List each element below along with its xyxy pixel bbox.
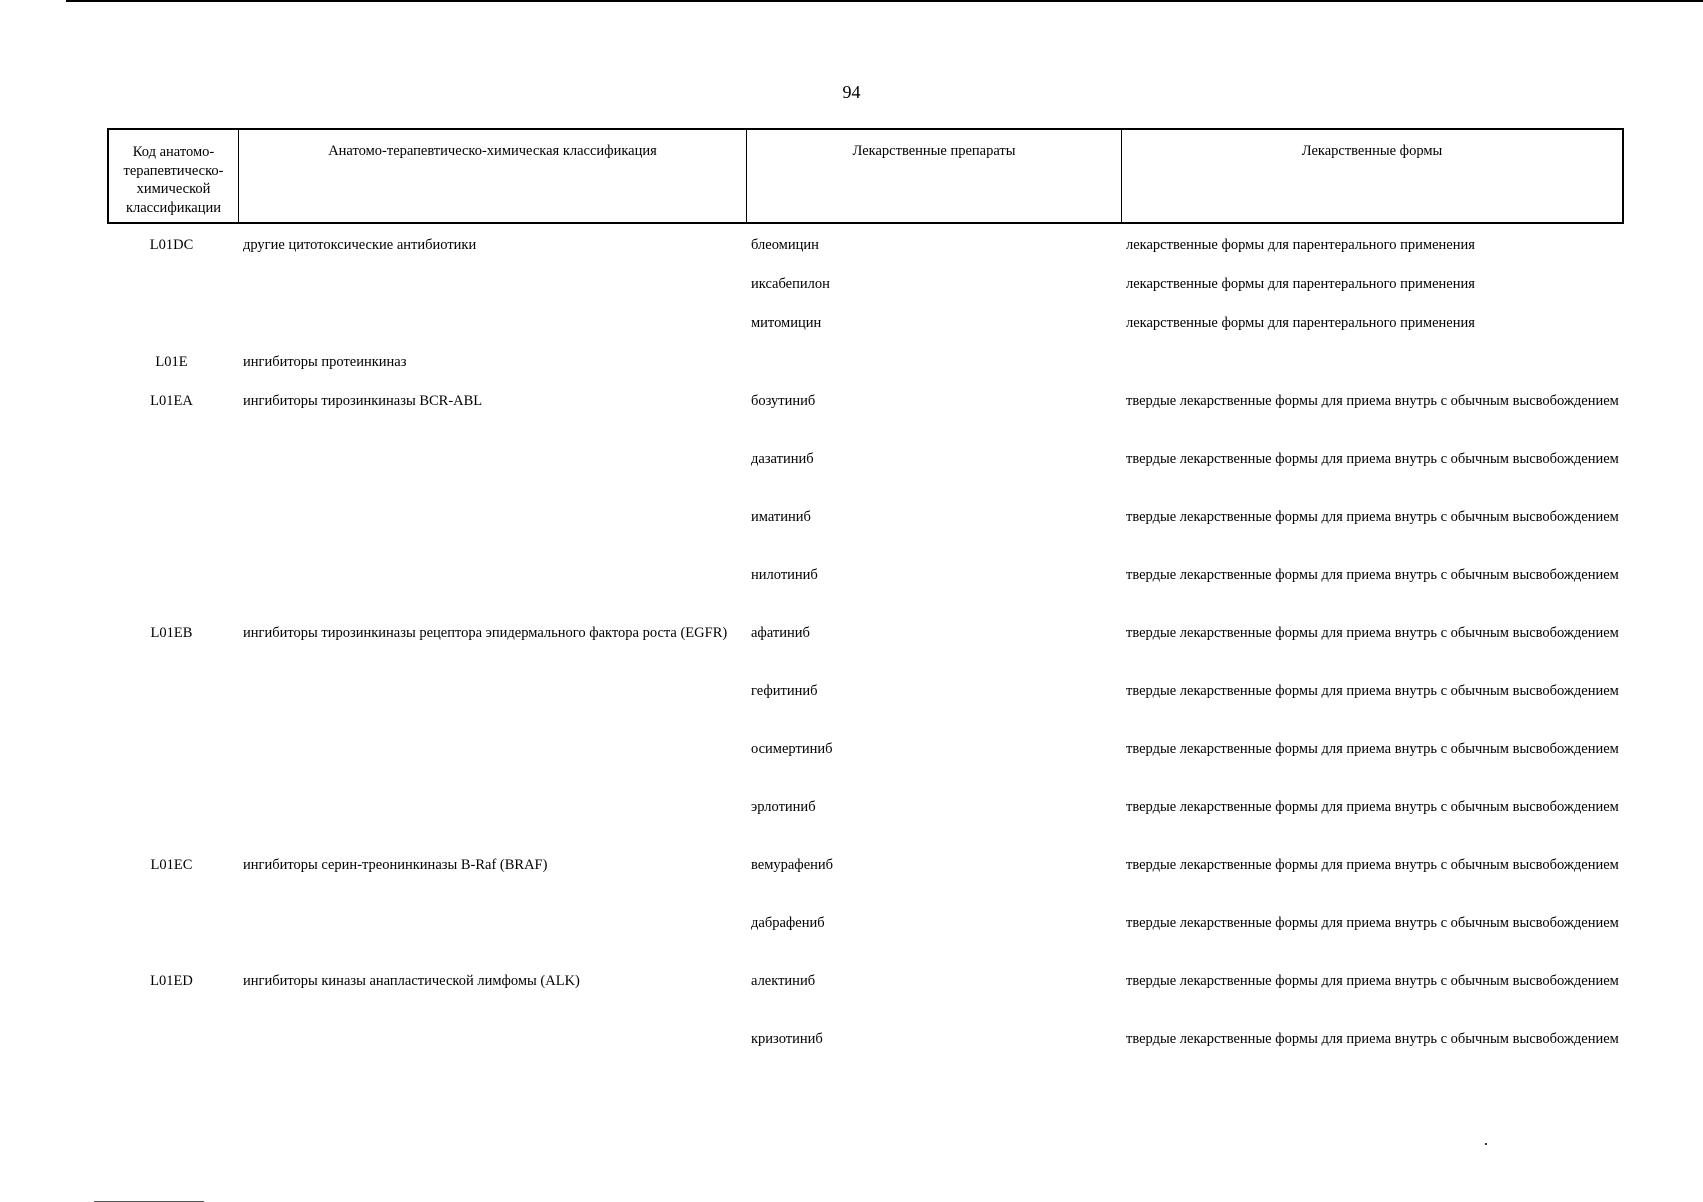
atc-code: L01E bbox=[155, 354, 188, 370]
atc-classification bbox=[236, 798, 744, 856]
drug-name: иксабепилон bbox=[751, 276, 830, 292]
table-row bbox=[107, 682, 1624, 740]
atc-classification: ингибиторы тирозинкиназы BCR-ABL bbox=[243, 393, 483, 409]
dosage-form: твердые лекарственные формы для приема внутрь с обычным высвобождением bbox=[1126, 683, 1619, 699]
drug-name: кризотиниб bbox=[751, 1031, 823, 1047]
top-border-line bbox=[66, 0, 1703, 2]
table-body bbox=[107, 236, 1624, 1088]
atc-classification bbox=[236, 740, 744, 798]
page-number: 94 bbox=[842, 82, 861, 102]
atc-code bbox=[107, 914, 236, 972]
table-row bbox=[107, 914, 1624, 972]
atc-classification: ингибиторы киназы анапластической лимфомы (ALK) bbox=[243, 973, 580, 989]
atc-code bbox=[107, 798, 236, 856]
dosage-form: лекарственные формы для парентерального применения bbox=[1126, 315, 1475, 331]
table-row bbox=[107, 972, 1624, 1030]
atc-classification bbox=[236, 682, 744, 740]
dosage-form: лекарственные формы для парентерального применения bbox=[1126, 237, 1475, 253]
atc-classification: ингибиторы протеинкиназ bbox=[243, 354, 407, 370]
atc-code bbox=[107, 740, 236, 798]
drug-name: эрлотиниб bbox=[751, 799, 816, 815]
atc-classification bbox=[236, 275, 744, 314]
drug-name: нилотиниб bbox=[751, 567, 818, 583]
dosage-form: твердые лекарственные формы для приема внутрь с обычным высвобождением bbox=[1126, 451, 1619, 467]
table-row bbox=[107, 236, 1624, 275]
atc-code: L01ED bbox=[150, 973, 193, 989]
atc-code: L01EC bbox=[150, 857, 193, 873]
drug-name: дазатиниб bbox=[751, 451, 814, 467]
atc-classification: ингибиторы серин-треонинкиназы B-Raf (BRAF) bbox=[243, 857, 548, 873]
scan-artifact-dot bbox=[1485, 1143, 1487, 1145]
header-code: Код анатомо-терапевтическо-химической классификации bbox=[123, 144, 224, 216]
table-row bbox=[107, 798, 1624, 856]
atc-code bbox=[107, 566, 236, 624]
dosage-form: твердые лекарственные формы для приема внутрь с обычным высвобождением bbox=[1126, 567, 1619, 583]
dosage-form: твердые лекарственные формы для приема внутрь с обычным высвобождением bbox=[1126, 741, 1619, 757]
table-row bbox=[107, 353, 1624, 392]
header-forms: Лекарственные формы bbox=[1121, 130, 1622, 222]
table-row bbox=[107, 508, 1624, 566]
atc-code bbox=[107, 314, 236, 353]
table-row bbox=[107, 856, 1624, 914]
header-classification: Анатомо-терапевтическо-химическая классификация bbox=[238, 130, 746, 222]
atc-code: L01EA bbox=[150, 393, 193, 409]
atc-code bbox=[107, 682, 236, 740]
table-row bbox=[107, 314, 1624, 353]
atc-code: L01DC bbox=[149, 237, 194, 253]
table-row bbox=[107, 275, 1624, 314]
atc-code bbox=[107, 508, 236, 566]
atc-classification bbox=[236, 314, 744, 353]
drug-name: иматиниб bbox=[751, 509, 811, 525]
atc-classification: другие цитотоксические антибиотики bbox=[243, 237, 477, 253]
dosage-form: твердые лекарственные формы для приема внутрь с обычным высвобождением bbox=[1126, 509, 1619, 525]
dosage-form bbox=[1119, 353, 1624, 392]
table-header bbox=[107, 128, 1624, 224]
drug-name bbox=[744, 353, 1119, 392]
drug-name: блеомицин bbox=[751, 237, 819, 253]
atc-classification bbox=[236, 566, 744, 624]
drug-name: вемурафениб bbox=[751, 857, 834, 873]
header-drugs: Лекарственные препараты bbox=[746, 130, 1121, 222]
table-row bbox=[107, 450, 1624, 508]
table-row bbox=[107, 392, 1624, 450]
dosage-form: твердые лекарственные формы для приема внутрь с обычным высвобождением bbox=[1126, 857, 1619, 873]
dosage-form: твердые лекарственные формы для приема внутрь с обычным высвобождением bbox=[1126, 1031, 1619, 1047]
table-row bbox=[107, 566, 1624, 624]
dosage-form: твердые лекарственные формы для приема внутрь с обычным высвобождением bbox=[1126, 393, 1619, 409]
drug-name: афатиниб bbox=[751, 625, 810, 641]
atc-classification: ингибиторы тирозинкиназы рецептора эпидермального фактора роста (EGFR) bbox=[243, 625, 728, 641]
drug-name: алектиниб bbox=[751, 973, 816, 989]
atc-classification bbox=[236, 508, 744, 566]
drug-name: дабрафениб bbox=[751, 915, 825, 931]
drug-name: гефитиниб bbox=[751, 683, 818, 699]
drug-name: бозутиниб bbox=[751, 393, 816, 409]
table-row bbox=[107, 624, 1624, 682]
table-row bbox=[107, 740, 1624, 798]
atc-classification bbox=[236, 1030, 744, 1088]
drug-name: осимертиниб bbox=[751, 741, 833, 757]
atc-code bbox=[107, 450, 236, 508]
atc-code bbox=[107, 275, 236, 314]
dosage-form: твердые лекарственные формы для приема внутрь с обычным высвобождением bbox=[1126, 799, 1619, 815]
atc-classification bbox=[236, 450, 744, 508]
dosage-form: твердые лекарственные формы для приема внутрь с обычным высвобождением bbox=[1126, 973, 1619, 989]
atc-classification bbox=[236, 914, 744, 972]
drug-name: митомицин bbox=[751, 315, 822, 331]
dosage-form: лекарственные формы для парентерального применения bbox=[1126, 276, 1475, 292]
atc-code bbox=[107, 1030, 236, 1088]
dosage-form: твердые лекарственные формы для приема внутрь с обычным высвобождением bbox=[1126, 625, 1619, 641]
atc-code: L01EB bbox=[150, 625, 193, 641]
table-row bbox=[107, 1030, 1624, 1088]
dosage-form: твердые лекарственные формы для приема внутрь с обычным высвобождением bbox=[1126, 915, 1619, 931]
